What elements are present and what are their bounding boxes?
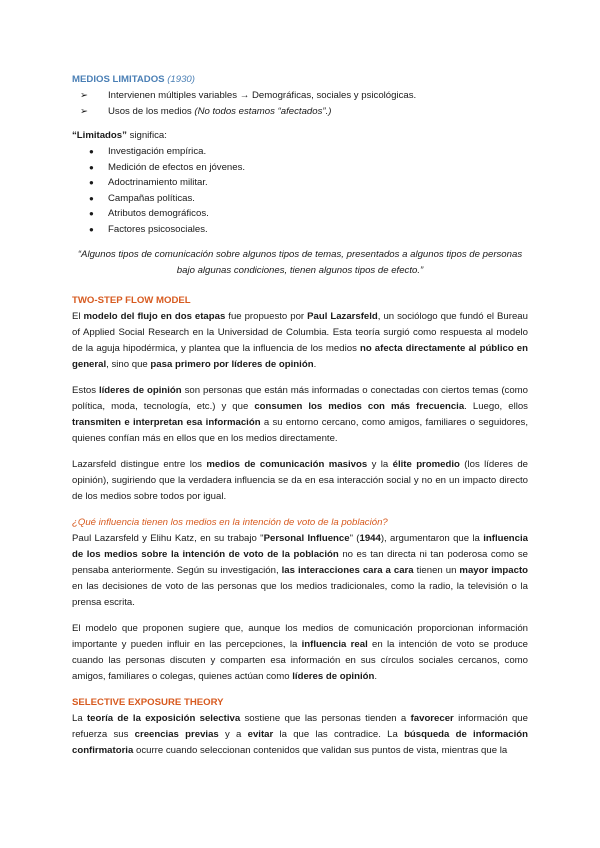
text-run: (los líderes de opinión), sugiriendo que la verdadera influencia se da en esa interacción social y no en un impacto directo de los medios sobre todos por igual. bbox=[72, 459, 528, 502]
text-run: , un sociólogo que fundó el Bureau of Applied Social Research en la Universidad de Columbia. Esta teoría surgió como respuesta al modelo de la aguja hipodérmica, y plantea que la influencia de los medios bbox=[72, 311, 528, 354]
bold-text: transmiten e interpretan esa información bbox=[72, 417, 261, 428]
text-run: . bbox=[374, 671, 378, 682]
bold-text: “Limitados” bbox=[72, 130, 127, 141]
bullet-item-text: Adoctrinamiento militar. bbox=[108, 177, 208, 188]
bold-text: las interacciones cara a cara bbox=[281, 565, 414, 576]
section-title-text: MEDIOS LIMITADOS bbox=[72, 74, 165, 85]
bold-text: Paul Lazarsfeld bbox=[307, 311, 378, 322]
bold-text: medios de comunicación masivos bbox=[206, 459, 368, 470]
paragraph bbox=[72, 711, 528, 759]
text-run: La bbox=[72, 713, 87, 724]
text-run: (No todos estamos “afectados”.) bbox=[194, 106, 332, 117]
section-title-medios-limitados bbox=[72, 72, 528, 88]
bullet-list-item bbox=[72, 206, 528, 222]
bullet-dot-icon: ● bbox=[89, 162, 94, 172]
arrow-list-item bbox=[72, 104, 528, 120]
bold-text: influencia de los medios sobre la intención de voto de la población bbox=[72, 533, 528, 560]
paragraph bbox=[72, 531, 528, 611]
bold-text: mayor impacto bbox=[459, 565, 528, 576]
bold-text: 1944 bbox=[359, 533, 381, 544]
bullet-list-item bbox=[72, 222, 528, 238]
text-run: a su entorno cercano, como amigos, familiares o seguidores, quienes confían más en ellos que en los medios directamente. bbox=[72, 417, 529, 444]
bold-text: líderes de opinión bbox=[292, 671, 375, 682]
text-run: tienen un bbox=[413, 565, 460, 576]
bullet-dot-icon: ● bbox=[89, 193, 94, 203]
arrow-bullet-icon: ➢ bbox=[80, 106, 89, 117]
arrow-item-text bbox=[108, 90, 416, 101]
bold-text: consumen los medios con más frecuencia bbox=[254, 401, 465, 412]
text-run: información que refuerza sus bbox=[72, 713, 528, 740]
bullet-item-text: Atributos demográficos. bbox=[108, 208, 209, 219]
text-run: Lazarsfeld distingue entre los bbox=[72, 459, 207, 470]
bold-text: no afecta directamente al público en general bbox=[72, 343, 528, 370]
text-run: " ( bbox=[349, 533, 360, 544]
bold-text: evitar bbox=[247, 729, 274, 740]
section-title-selective: SELECTIVE EXPOSURE THEORY bbox=[72, 697, 224, 708]
paragraph bbox=[72, 309, 528, 373]
text-run: ), argumentaron que la bbox=[380, 533, 484, 544]
bullet-list bbox=[72, 144, 528, 237]
text-run: en la intención de voto se produce cuando las personas discuten y comparten esa información en sus círculos sociales cercanos, como amigos, familiares o colegas, quienes actúan como bbox=[72, 639, 528, 682]
bullet-list-item bbox=[72, 175, 528, 191]
bullet-list-item bbox=[72, 160, 528, 176]
bullet-list-item bbox=[72, 191, 528, 207]
text-run: y la bbox=[367, 459, 393, 470]
bold-text: influencia real bbox=[301, 639, 368, 650]
text-run: son personas que están más informadas o conectadas con ciertos temas (como política, moda, tecnología, etc.) y que bbox=[72, 385, 528, 412]
text-run: Estos bbox=[72, 385, 99, 396]
paragraph bbox=[72, 383, 528, 447]
paragraph bbox=[72, 457, 528, 505]
bullet-list-item bbox=[72, 144, 528, 160]
bullet-dot-icon: ● bbox=[89, 178, 94, 187]
text-run: ocurre cuando seleccionan contenidos que validan sus puntos de vista, mientras que la bbox=[133, 745, 508, 756]
text-run: . Luego, ellos bbox=[464, 401, 528, 412]
text-run: . bbox=[313, 359, 317, 370]
bold-text: élite promedio bbox=[392, 459, 460, 470]
text-run: significa: bbox=[126, 130, 167, 141]
bullet-item-text: Medición de efectos en jóvenes. bbox=[108, 161, 246, 173]
text-run: El bbox=[72, 311, 84, 322]
quote: “Algunos tipos de comunicación sobre algunos tipos de temas, presentados a algunos tipos de personas bajo algunas condiciones, tienen algunos tipos de efecto.” bbox=[77, 249, 523, 276]
bullet-dot-icon: ● bbox=[89, 209, 94, 218]
text-run: sostiene que las personas tienden a bbox=[240, 713, 411, 724]
paragraph bbox=[72, 621, 528, 685]
voto-question: ¿Qué influencia tienen los medios en la intención de voto de la población? bbox=[72, 517, 388, 528]
bold-text: pasa primero por líderes de opinión bbox=[150, 359, 314, 370]
bullet-dot-icon: ● bbox=[89, 224, 94, 234]
bold-text: teoría de la exposición selectiva bbox=[86, 713, 241, 724]
arrow-list bbox=[72, 88, 528, 120]
text-run: , sino que bbox=[106, 359, 151, 370]
bullet-item-text: Investigación empírica. bbox=[108, 146, 207, 157]
page-content bbox=[72, 72, 528, 759]
text-run: en las decisiones de voto de las personas que los medios tradicionales, como la radio, la televisión o la prensa escrita. bbox=[72, 581, 528, 608]
arrow-item-text bbox=[108, 106, 331, 117]
text-run: y a bbox=[218, 729, 248, 740]
bold-text: modelo del flujo en dos etapas bbox=[83, 311, 226, 322]
limitados-heading bbox=[72, 128, 528, 144]
bullet-item-text: Factores psicosociales. bbox=[108, 223, 208, 235]
arrow-bullet-icon: ➢ bbox=[80, 90, 89, 101]
bold-text: favorecer bbox=[410, 713, 454, 724]
text-run: no es tan directa ni tan poderosa como se pensaba anteriormente. Según su investigación, bbox=[72, 549, 528, 576]
bullet-dot-icon: ● bbox=[89, 147, 94, 156]
bold-text: líderes de opinión bbox=[98, 385, 182, 396]
text-run: Usos de los medios bbox=[108, 106, 195, 117]
text-run: Intervienen múltiples variables → Demográficas, sociales y psicológicas. bbox=[108, 90, 417, 101]
text-run: El modelo que proponen sugiere que, aunque los medios de comunicación proporcionan información importante y pueden influir en las percepciones, la bbox=[72, 623, 528, 650]
section-year: (1930) bbox=[167, 74, 195, 85]
text-run: fue propuesto por bbox=[225, 311, 308, 322]
text-run: Paul Lazarsfeld y Elihu Katz, en su trabajo " bbox=[72, 533, 264, 544]
section-title-two-step: TWO-STEP FLOW MODEL bbox=[72, 295, 191, 306]
bold-text: búsqueda de información confirmatoria bbox=[72, 729, 528, 756]
bullet-item-text: Campañas políticas. bbox=[108, 192, 195, 204]
bold-text: creencias previas bbox=[134, 729, 219, 740]
bold-text: Personal Influence bbox=[263, 533, 350, 544]
arrow-list-item bbox=[72, 88, 528, 104]
text-run: la que las contradice. La bbox=[273, 729, 405, 740]
